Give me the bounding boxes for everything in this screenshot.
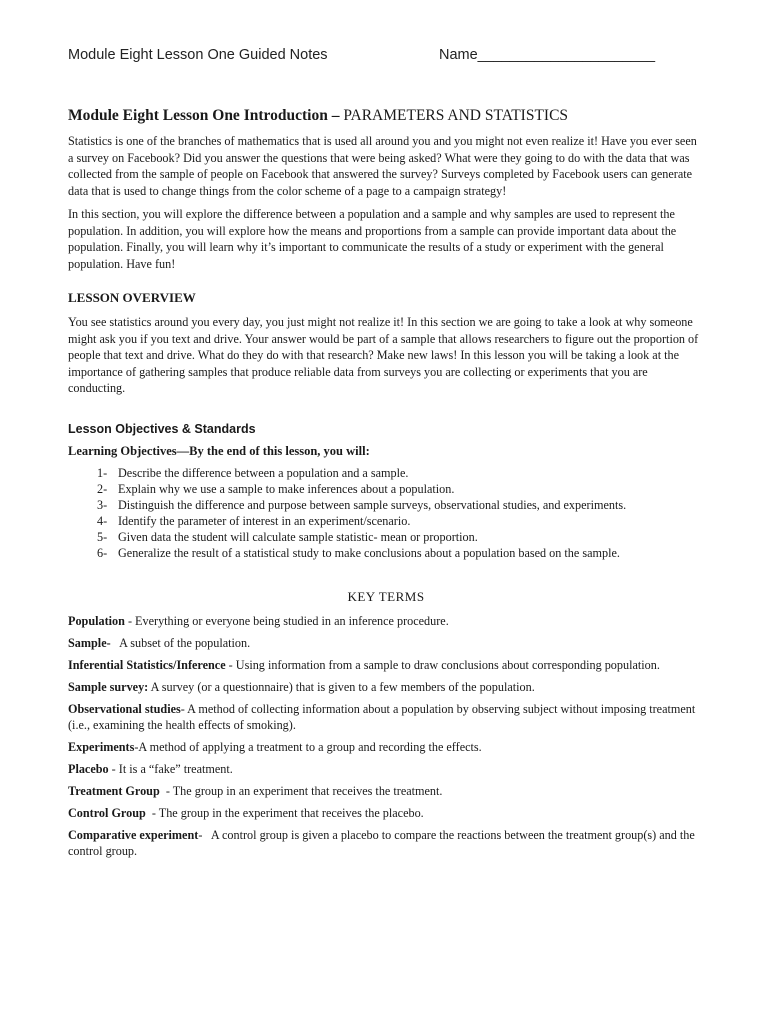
list-item	[97, 529, 704, 545]
term-definition: A subset of the population.	[110, 635, 251, 650]
list-item-text: Distinguish the difference and purpose between sample surveys, observational studies, and experiments.	[118, 497, 627, 512]
term-definition: - Using information from a sample to draw conclusions about corresponding population.	[225, 657, 660, 672]
term-name: Comparative experiment	[68, 827, 199, 842]
term-name: Sample survey:	[68, 679, 149, 694]
list-item	[97, 513, 704, 529]
term-name: Treatment Group	[68, 783, 160, 798]
key-terms-heading: KEY TERMS	[347, 588, 425, 604]
learning-objectives-heading: Learning Objectives—By the end of this lesson, you will:	[68, 443, 370, 458]
page-header	[68, 47, 728, 63]
list-item-text: Describe the difference between a population and a sample.	[118, 465, 409, 480]
list-item-text: Explain why we use a sample to make inferences about a population.	[118, 481, 455, 496]
term-name: Experiments	[68, 739, 135, 754]
header-title: Module Eight Lesson One Guided Notes	[68, 47, 328, 63]
term-name: Population	[68, 613, 125, 628]
document-body	[68, 106, 704, 865]
intro-title-caps: PARAMETERS AND STATISTICS	[339, 107, 569, 124]
term-definition: - The group in an experiment that receives the treatment.	[159, 783, 443, 798]
intro-paragraph-2: In this section, you will explore the difference between a population and a sample and why samples are used to represent the population. In addition, you will explore how the means and proportions from a sample can provide important data about the population. Finally, you will learn why it’s important to communicate the results of a study or experiment with the general population. Have fun!	[68, 207, 677, 271]
list-item-number: 3-	[97, 497, 108, 512]
objectives-heading: Lesson Objectives & Standards	[68, 421, 256, 436]
intro-title-main: Module Eight Lesson One Introduction –	[68, 107, 340, 124]
key-term-population	[68, 613, 704, 629]
list-item-number: 2-	[97, 481, 108, 496]
objectives-list	[68, 465, 704, 561]
key-term-observational-studies	[68, 701, 704, 733]
key-term-sample-survey	[68, 679, 704, 695]
term-name: Placebo	[68, 761, 109, 776]
key-term-experiments	[68, 739, 704, 755]
term-name: Control Group	[68, 805, 146, 820]
term-name: Observational studies	[68, 701, 181, 716]
key-term-placebo	[68, 761, 704, 777]
term-definition: - Everything or everyone being studied in an inference procedure.	[124, 613, 449, 628]
intro-title	[68, 106, 704, 126]
overview-heading: LESSON OVERVIEW	[68, 290, 196, 305]
term-name: Sample-	[68, 635, 111, 650]
term-definition: - It is a “fake” treatment.	[108, 761, 233, 776]
list-item-number: 1-	[97, 465, 108, 480]
term-definition: - The group in the experiment that receives the placebo.	[145, 805, 424, 820]
list-item-number: 6-	[97, 545, 108, 560]
key-term-inference	[68, 657, 704, 673]
key-term-sample	[68, 635, 704, 651]
name-field-label: Name______________________	[439, 47, 656, 63]
key-term-comparative-experiment	[68, 827, 704, 859]
list-item	[97, 497, 704, 513]
term-definition: - A control group is given a placebo to compare the reactions between the treatment group(s) and the control group.	[68, 827, 698, 858]
list-item	[97, 545, 704, 561]
key-term-control-group	[68, 805, 704, 821]
term-definition: -A method of applying a treatment to a group and recording the effects.	[134, 739, 482, 754]
list-item	[97, 465, 704, 481]
key-term-treatment-group	[68, 783, 704, 799]
term-definition: - A method of collecting information about a population by observing subject without imposing treatment (i.e., examining the health effects of smoking).	[68, 701, 696, 732]
list-item-text: Given data the student will calculate sample statistic- mean or proportion.	[118, 529, 478, 544]
list-item-number: 5-	[97, 529, 108, 544]
term-name: Inferential Statistics/Inference	[68, 657, 226, 672]
list-item-number: 4-	[97, 513, 108, 528]
overview-paragraph: You see statistics around you every day, you just might not realize it! In this section we are going to take a look at why someone might ask you if you text and drive. Your answer would be part of a sample that allows researchers to figure out the proportion of people that text and drive. What do they do with that research? Make new laws! In this lesson you will be taking a look at the importance of gathering samples that produce reliable data from surveys you are collecting or experiments that you are conducting.	[68, 315, 699, 395]
list-item-text: Identify the parameter of interest in an experiment/scenario.	[118, 513, 411, 528]
term-definition: A survey (or a questionnaire) that is given to a few members of the population.	[148, 679, 535, 694]
list-item-text: Generalize the result of a statistical study to make conclusions about a population based on the sample.	[118, 545, 620, 560]
intro-paragraph-1: Statistics is one of the branches of mathematics that is used all around you and you might not even realize it! Have you ever seen a survey on Facebook? Did you answer the questions that were being asked? What were they going to do with the data that was collected from the sample of people on Facebook that answered the survey? Surveys completed by Facebook users can generate data that is used to change things from the color scheme of a page to a campaign strategy!	[68, 134, 697, 198]
list-item	[97, 481, 704, 497]
